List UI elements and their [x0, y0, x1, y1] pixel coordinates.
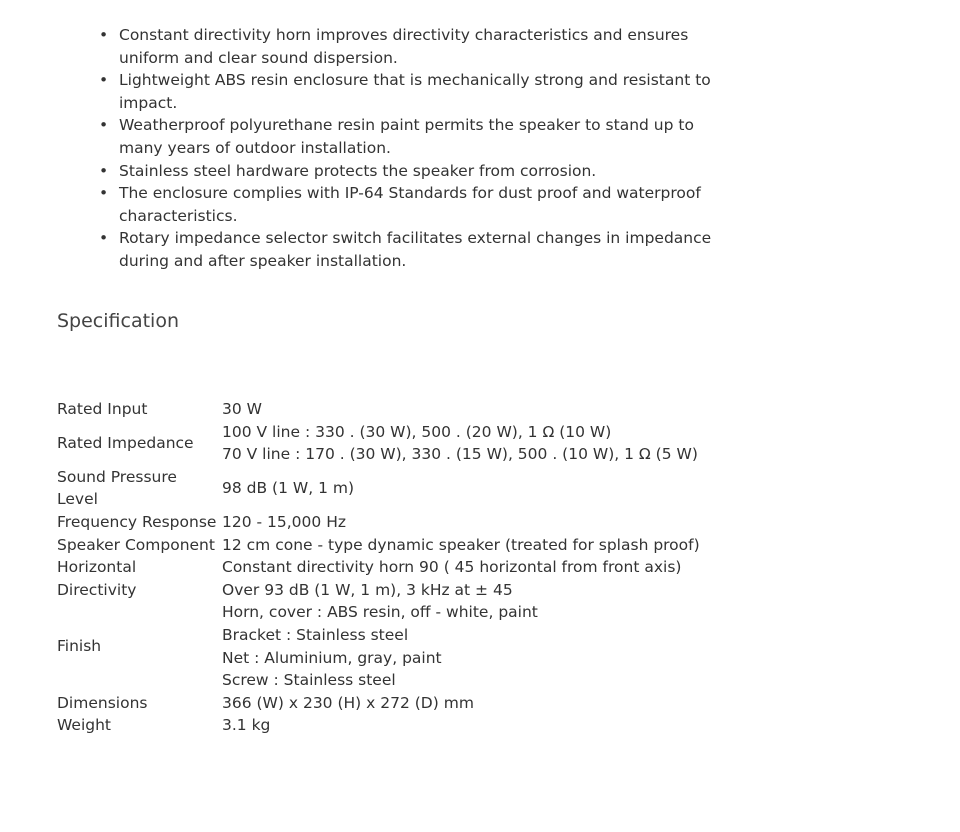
bullet-icon: • — [99, 161, 109, 180]
spec-value — [220, 601, 725, 691]
feature-list — [95, 24, 735, 273]
spec-value — [220, 556, 725, 601]
spec-value-line: 70 V line : 170 . (30 W), 330 . (15 W), 500 . (10 W), 1 Ω (5 W) — [222, 445, 698, 464]
spec-heading: Specification — [57, 310, 179, 332]
spec-value-line: 100 V line : 330 . (30 W), 500 . (20 W), 1 Ω (10 W) — [222, 422, 612, 441]
feature-text: Weatherproof polyurethane resin paint permits the speaker to stand up to many years of outdoor installation. — [119, 116, 694, 157]
spec-label: Horizontal Directivity — [57, 558, 137, 599]
bullet-icon: • — [99, 184, 109, 203]
spec-value-line: Horn, cover : ABS resin, off - white, paint — [222, 603, 538, 622]
feature-text: Stainless steel hardware protects the speaker from corrosion. — [119, 161, 597, 180]
spec-label: Weight — [57, 716, 112, 735]
feature-text: The enclosure complies with IP-64 Standards for dust proof and waterproof characteristics. — [119, 184, 701, 225]
spec-row-sound-pressure — [55, 466, 725, 511]
spec-label: Rated Input — [57, 400, 148, 418]
bullet-icon: • — [99, 26, 109, 44]
spec-row-speaker-component — [55, 534, 725, 557]
feature-text: Rotary impedance selector switch facilitates external changes in impedance during and after speaker installation. — [119, 229, 712, 270]
spec-label: Finish — [57, 637, 102, 656]
feature-item — [95, 160, 735, 183]
spec-value-line: Net : Aluminium, gray, paint — [222, 648, 442, 667]
spec-row-frequency-response — [55, 511, 725, 534]
spec-row-horizontal-directivity — [55, 556, 725, 601]
spec-label: Sound Pressure Level — [57, 467, 177, 509]
spec-table — [55, 398, 725, 737]
spec-row-finish — [55, 601, 725, 691]
spec-value: 120 - 15,000 Hz — [222, 512, 346, 531]
spec-value-line: Over 93 dB (1 W, 1 m), 3 kHz at ± 45 — [222, 580, 513, 599]
spec-label: Speaker Component — [57, 535, 215, 554]
feature-item — [95, 24, 735, 69]
spec-label: Dimensions — [57, 693, 148, 712]
spec-value-line: Bracket : Stainless steel — [222, 625, 409, 644]
spec-row-dimensions — [55, 692, 725, 715]
spec-value-line: Screw : Stainless steel — [222, 671, 396, 690]
spec-value-line: Constant directivity horn 90 ( 45 horizontal from front axis) — [222, 558, 682, 577]
spec-row-weight — [55, 714, 725, 737]
bullet-icon: • — [99, 116, 109, 135]
feature-text: Lightweight ABS resin enclosure that is mechanically strong and resistant to impact. — [119, 71, 711, 112]
bullet-icon: • — [99, 71, 109, 90]
spec-row-rated-input — [55, 398, 725, 421]
spec-value: 366 (W) x 230 (H) x 272 (D) mm — [222, 693, 474, 712]
spec-value: 12 cm cone - type dynamic speaker (treated for splash proof) — [222, 535, 700, 554]
spec-value — [220, 421, 725, 466]
spec-value: 3.1 kg — [222, 716, 271, 735]
spec-label: Frequency Response — [57, 512, 217, 531]
feature-item — [95, 69, 735, 114]
feature-item — [95, 227, 735, 272]
spec-label: Rated Impedance — [57, 433, 194, 452]
spec-value: 98 dB (1 W, 1 m) — [222, 479, 354, 498]
bullet-icon: • — [99, 229, 109, 248]
spec-value: 30 W — [222, 400, 262, 418]
feature-item — [95, 182, 735, 227]
feature-item — [95, 114, 735, 159]
feature-text: Constant directivity horn improves directivity characteristics and ensures uniform and clear sound dispersion. — [119, 26, 689, 67]
spec-row-rated-impedance — [55, 421, 725, 466]
